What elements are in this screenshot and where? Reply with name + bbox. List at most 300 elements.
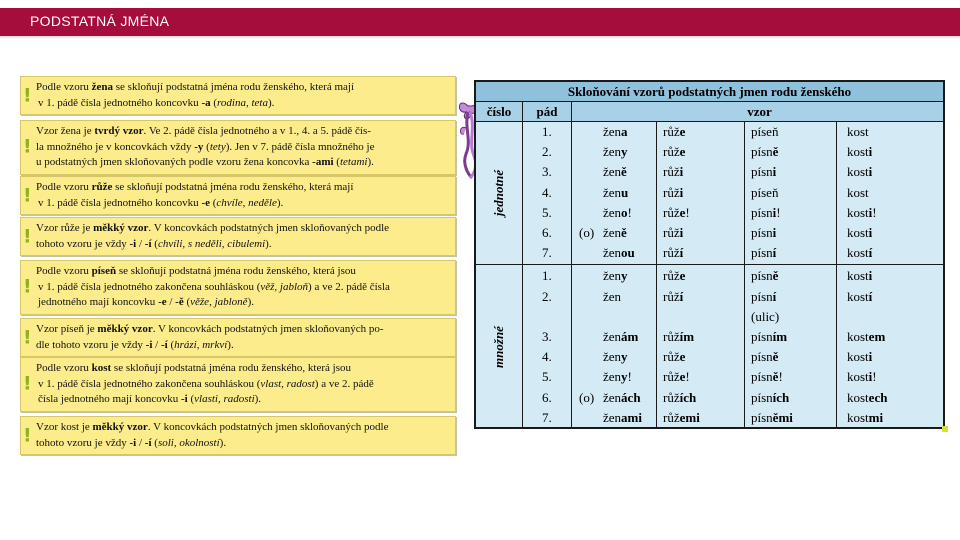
declension-form — [663, 243, 683, 263]
declension-form — [751, 162, 776, 182]
form-part: růž — [663, 369, 680, 385]
note-text: jednotného mají koncovku — [38, 296, 159, 309]
exclamation-icon: ! — [23, 84, 32, 107]
header-shadow — [0, 36, 960, 39]
note-text: -i — [180, 393, 188, 406]
note-text: věže, jabloně — [190, 296, 248, 309]
rule-note — [20, 357, 456, 412]
note-text: ). — [254, 393, 262, 406]
form-part: růž — [663, 268, 680, 284]
form-part: ách — [621, 389, 641, 405]
form-part: růž — [663, 409, 680, 425]
exclamation-icon: ! — [23, 225, 32, 248]
declension-form — [751, 183, 778, 203]
table-row — [476, 388, 943, 408]
form-part: ě — [772, 268, 779, 284]
note-text: ). — [276, 196, 284, 209]
declension-form — [751, 327, 787, 347]
form-part: ěmi — [772, 409, 793, 425]
form-part: žen — [603, 268, 622, 284]
note-text: měkký vzor — [92, 421, 148, 433]
case-preposition: (o) — [579, 389, 595, 405]
form-part: písn — [751, 288, 773, 304]
table-row — [476, 142, 943, 162]
declension-form — [751, 388, 789, 408]
note-line — [36, 361, 451, 377]
note-text: ( — [187, 393, 195, 406]
rule-note — [20, 416, 456, 455]
declension-form — [663, 367, 690, 387]
form-part: růž — [663, 225, 680, 240]
form-part: y — [621, 349, 628, 365]
table-row — [476, 183, 943, 203]
header-pad: pád — [523, 102, 571, 122]
note-text: dle tohoto vzoru je vždy — [36, 338, 146, 351]
note-text: růže — [91, 181, 113, 193]
note-text: Podle vzoru — [36, 81, 92, 93]
form-part: růž — [663, 204, 680, 220]
form-part: kost — [847, 389, 869, 405]
form-part: í — [868, 288, 873, 304]
form-part: i — [679, 225, 684, 240]
case-number: 3. — [542, 164, 552, 180]
form-part: kost — [847, 124, 869, 139]
declension-form — [663, 287, 683, 307]
declension-form — [603, 183, 628, 203]
declension-form — [751, 203, 781, 223]
note-line — [36, 436, 451, 452]
note-text: měkký vzor — [97, 323, 153, 335]
declension-form — [663, 327, 694, 347]
note-text: věž, jabloň — [260, 280, 309, 293]
form-part: žen — [603, 164, 622, 180]
note-text: tety — [209, 140, 226, 153]
form-part: žen — [603, 144, 622, 160]
note-text: -i — [145, 338, 153, 351]
note-text: ( — [209, 196, 217, 209]
note-line — [36, 155, 451, 171]
form-part: e — [679, 369, 686, 385]
form-part: růž — [663, 349, 680, 365]
table-row — [476, 266, 943, 286]
form-part: ! — [776, 204, 781, 220]
note-text: ( — [151, 237, 158, 250]
header-vzor: vzor — [572, 102, 945, 122]
form-part: í — [679, 245, 684, 261]
form-part: kost — [847, 184, 869, 200]
form-part: písn — [751, 144, 773, 160]
form-part: i — [868, 268, 873, 284]
note-text: ). — [267, 96, 275, 109]
case-number: 4. — [542, 349, 552, 365]
form-part: o — [621, 204, 628, 220]
note-text: . V koncovkách podstatných jmen skloňovaných podle — [147, 421, 389, 433]
declension-form — [663, 223, 683, 243]
exclamation-icon: ! — [23, 275, 32, 298]
note-text: ) a ve 2. pádě čísla — [308, 280, 390, 293]
number-label-text: jednotné — [491, 169, 507, 216]
declension-form — [663, 122, 685, 142]
declension-form — [603, 266, 628, 286]
note-line — [36, 96, 451, 112]
form-part: růž — [663, 164, 680, 180]
form-part: i — [868, 204, 873, 220]
note-text: ( — [210, 96, 218, 109]
declension-form — [847, 122, 869, 142]
form-part: žen — [603, 288, 622, 304]
form-part: kost — [847, 369, 869, 385]
form-part: kost — [847, 329, 869, 344]
note-text: u podstatných jmen skloňovaných podle vzoru žena koncovka — [36, 156, 313, 169]
declension-form — [663, 142, 685, 162]
note-text: / — [136, 436, 145, 449]
form-part: ami — [621, 409, 642, 425]
note-text: soli, okolností — [157, 436, 220, 449]
form-part: písn — [751, 245, 773, 261]
table-title: Skloňování vzorů podstatných jmen rodu ženského — [476, 82, 943, 102]
rule-note — [20, 217, 456, 256]
form-part: ám — [621, 329, 639, 344]
form-part: písn — [751, 349, 773, 365]
declension-form — [751, 347, 778, 367]
note-text: se skloňují podstatná jména rodu ženského, která jsou — [111, 362, 351, 374]
table-row — [476, 243, 943, 263]
declension-form — [847, 203, 877, 223]
form-part: kost — [847, 349, 869, 365]
note-text: ( — [183, 296, 191, 309]
form-part: (ulic) — [751, 308, 780, 324]
note-text: hrázi, mrkví — [174, 338, 228, 351]
declension-form — [847, 327, 885, 347]
number-label — [479, 266, 519, 428]
note-line — [36, 392, 451, 408]
exclamation-icon: ! — [23, 424, 32, 447]
table-row — [476, 287, 943, 307]
form-part: í — [772, 288, 777, 304]
note-text: / — [166, 296, 176, 309]
note-text: Vzor žena je — [36, 125, 95, 137]
rule-note — [20, 120, 456, 175]
form-part: i — [868, 369, 873, 385]
declension-form — [663, 183, 683, 203]
note-text: se skloňují podstatná jména rodu ženského, která jsou — [116, 265, 356, 277]
declension-form — [663, 266, 685, 286]
form-part: em — [868, 329, 886, 344]
declension-form — [603, 203, 632, 223]
table-row — [476, 367, 943, 387]
note-text: -i — [129, 436, 137, 449]
note-text: . V koncovkách podstatných jmen skloňovaných podle — [148, 222, 390, 234]
note-text: -a — [201, 96, 211, 109]
declension-form — [751, 408, 793, 428]
note-line — [36, 295, 451, 311]
note-text: Vzor růže je — [36, 222, 94, 234]
declension-form — [751, 266, 778, 286]
form-part: ím — [679, 329, 695, 344]
form-part: kost — [847, 144, 869, 160]
form-part: růž — [663, 329, 680, 344]
declension-form — [751, 307, 779, 327]
note-text: ( — [333, 156, 340, 169]
table-row — [476, 307, 943, 327]
form-part: e — [679, 204, 686, 220]
declension-form — [603, 388, 641, 408]
note-text: -í — [144, 237, 152, 250]
note-text: čísla jednotného mají koncovku — [38, 393, 181, 406]
form-part: e — [679, 144, 686, 160]
note-line — [36, 221, 451, 237]
form-part: píseň — [751, 184, 779, 200]
form-part: ě — [621, 164, 627, 180]
note-text: ( — [203, 140, 210, 153]
note-text: Vzor kost je — [36, 421, 93, 433]
case-number: 7. — [542, 409, 552, 425]
declension-form — [847, 183, 869, 203]
rule-note — [20, 176, 456, 215]
form-part: ech — [868, 389, 888, 405]
declension-form — [663, 388, 696, 408]
note-text: tohoto vzoru je vždy — [36, 436, 130, 449]
note-text: chvíli, s neděli, cibulemi — [157, 237, 266, 250]
form-part: kost — [847, 225, 869, 240]
note-text: měkký vzor — [93, 222, 149, 234]
note-text: ). — [247, 296, 254, 309]
form-part: ě — [772, 369, 779, 385]
note-text: ). — [227, 338, 234, 351]
declension-form — [847, 408, 883, 428]
case-number: 6. — [542, 225, 552, 240]
note-line — [36, 124, 451, 140]
case-preposition: (o) — [579, 225, 595, 240]
note-text: se skloňují podstatná jména rodu ženského, která mají — [113, 81, 355, 93]
declension-form — [603, 287, 621, 307]
note-line — [36, 322, 451, 338]
form-part: růž — [663, 124, 680, 139]
note-text: chvíle, neděle — [216, 196, 277, 209]
form-part: žen — [603, 245, 622, 261]
form-part: písn — [751, 225, 773, 240]
case-number: 2. — [542, 144, 552, 160]
form-part: ! — [627, 204, 632, 220]
declension-form — [603, 243, 635, 263]
note-text: tvrdý vzor — [94, 125, 144, 137]
header-cislo: číslo — [476, 102, 522, 122]
form-part: u — [621, 184, 629, 200]
form-part: ou — [621, 245, 635, 261]
declension-table — [474, 80, 945, 429]
declension-form — [751, 122, 778, 142]
form-part: e — [679, 349, 686, 365]
form-part: ím — [772, 329, 788, 344]
note-text: . V koncovkách podstatných jmen skloňovaných po- — [152, 323, 384, 335]
declension-form — [603, 408, 642, 428]
note-text: Podle vzoru — [36, 362, 92, 374]
case-number: 4. — [542, 184, 552, 200]
case-number: 1. — [542, 124, 552, 139]
form-part: růž — [663, 245, 680, 261]
form-part: kost — [847, 164, 869, 180]
form-part: í — [679, 288, 684, 304]
corner-mark-icon — [942, 426, 948, 432]
case-number: 5. — [542, 204, 552, 220]
case-number: 1. — [542, 268, 552, 284]
declension-form — [847, 266, 872, 286]
form-part: i — [868, 144, 873, 160]
form-part: žen — [603, 184, 622, 200]
note-line — [36, 264, 451, 280]
note-text: Podle vzoru — [36, 265, 92, 277]
form-part: píseň — [751, 124, 779, 139]
form-part: písn — [751, 369, 773, 385]
note-text: -í — [144, 436, 152, 449]
note-text: se skloňují podstatná jména rodu ženského, která mají — [112, 181, 354, 193]
declension-form — [751, 367, 783, 387]
note-text: -í — [160, 338, 168, 351]
form-part: ě — [621, 225, 627, 240]
declension-form — [751, 243, 776, 263]
form-part: žen — [603, 225, 622, 240]
table-row — [476, 408, 943, 428]
note-text: tetami — [339, 156, 368, 169]
exclamation-icon: ! — [23, 184, 32, 207]
note-line — [36, 237, 451, 253]
declension-form — [603, 162, 627, 182]
form-part: i — [772, 225, 777, 240]
exclamation-icon: ! — [23, 135, 32, 158]
form-part: ! — [685, 204, 690, 220]
note-text: / — [152, 338, 161, 351]
rule-note — [20, 76, 456, 115]
note-line — [36, 420, 451, 436]
declension-form — [663, 408, 700, 428]
note-line — [36, 377, 451, 393]
note-text: ). — [265, 237, 272, 250]
form-part: kost — [847, 204, 869, 220]
declension-form — [751, 287, 776, 307]
rule-note — [20, 260, 456, 315]
note-text: -ami — [312, 156, 334, 169]
case-number: 3. — [542, 329, 552, 344]
number-label — [479, 122, 519, 263]
rule-note — [20, 318, 456, 357]
note-text: Podle vzoru — [36, 181, 92, 193]
note-text: v 1. pádě čísla jednotného zakončena souhláskou ( — [38, 280, 261, 293]
form-part: růž — [663, 288, 680, 304]
form-part: ích — [679, 389, 697, 405]
exclamation-icon: ! — [23, 372, 32, 395]
note-line — [36, 140, 451, 156]
note-text: . Ve 2. pádě čísla jednotného a v 1., 4. a 5. pádě čís- — [143, 125, 371, 137]
note-text: v 1. pádě čísla jednotného koncovku — [38, 196, 202, 209]
form-part: mi — [868, 409, 884, 425]
note-text: ) a ve 2. pádě — [314, 377, 374, 390]
declension-form — [847, 162, 872, 182]
note-text: -y — [194, 140, 204, 153]
form-part: písn — [751, 329, 773, 344]
form-part: kost — [847, 245, 869, 261]
declension-form — [847, 287, 872, 307]
form-part: a — [621, 124, 628, 139]
declension-form — [847, 223, 872, 243]
note-text: ( — [151, 436, 158, 449]
form-part: písn — [751, 409, 773, 425]
form-part: kost — [847, 409, 869, 425]
declension-form — [847, 243, 872, 263]
declension-form — [847, 388, 887, 408]
form-part: ! — [778, 369, 783, 385]
note-text: -e — [158, 296, 167, 309]
note-text: rodina, teta — [217, 96, 268, 109]
form-part: žen — [603, 349, 622, 365]
declension-form — [663, 162, 683, 182]
form-part: písn — [751, 389, 773, 405]
form-part: kost — [847, 288, 869, 304]
note-line — [36, 80, 451, 96]
form-part: žen — [603, 369, 622, 385]
form-part: ! — [872, 204, 877, 220]
form-part: i — [868, 164, 873, 180]
form-part: žen — [603, 409, 622, 425]
declension-form — [603, 142, 628, 162]
declension-form — [663, 203, 690, 223]
declension-form — [603, 347, 628, 367]
form-part: ích — [772, 389, 790, 405]
table-row — [476, 203, 943, 223]
note-line — [36, 338, 451, 354]
note-text: v 1. pádě čísla jednotného zakončena souhláskou ( — [38, 377, 261, 390]
form-part: žen — [603, 124, 622, 139]
form-part: písn — [751, 164, 773, 180]
form-part: y — [621, 144, 628, 160]
note-text: ( — [167, 338, 175, 351]
note-text: píseň — [91, 265, 117, 277]
form-part: růž — [663, 389, 680, 405]
table-row — [476, 223, 943, 243]
declension-form — [847, 142, 872, 162]
page-title: PODSTATNÁ JMÉNA — [30, 13, 170, 29]
note-text: žena — [91, 81, 113, 93]
exclamation-icon: ! — [23, 326, 32, 349]
form-part: emi — [679, 409, 700, 425]
note-text: v 1. pádě čísla jednotného koncovku — [38, 96, 202, 109]
declension-form — [603, 223, 627, 243]
form-part: žen — [603, 329, 622, 344]
note-text: Vzor píseň je — [36, 323, 98, 335]
form-part: e — [679, 124, 686, 139]
note-line — [36, 196, 451, 212]
form-part: kost — [847, 268, 869, 284]
note-text: / — [136, 237, 145, 250]
form-part: růž — [663, 184, 680, 200]
note-text: vlast, radost — [260, 377, 315, 390]
declension-form — [847, 347, 872, 367]
note-text: ). — [367, 156, 374, 169]
declension-form — [751, 223, 776, 243]
note-line — [36, 180, 451, 196]
table-row — [476, 347, 943, 367]
form-part: i — [868, 349, 873, 365]
note-text: -ě — [175, 296, 184, 309]
note-text: la množného je v koncovkách vždy — [36, 140, 195, 153]
table-row — [476, 122, 943, 142]
note-text: ). Jen v 7. pádě čísla množného je — [225, 140, 375, 153]
case-number: 5. — [542, 369, 552, 385]
note-text: kost — [91, 362, 112, 374]
form-part: ! — [872, 369, 877, 385]
case-number: 7. — [542, 245, 552, 261]
form-part: růž — [663, 144, 680, 160]
form-part: písn — [751, 204, 773, 220]
